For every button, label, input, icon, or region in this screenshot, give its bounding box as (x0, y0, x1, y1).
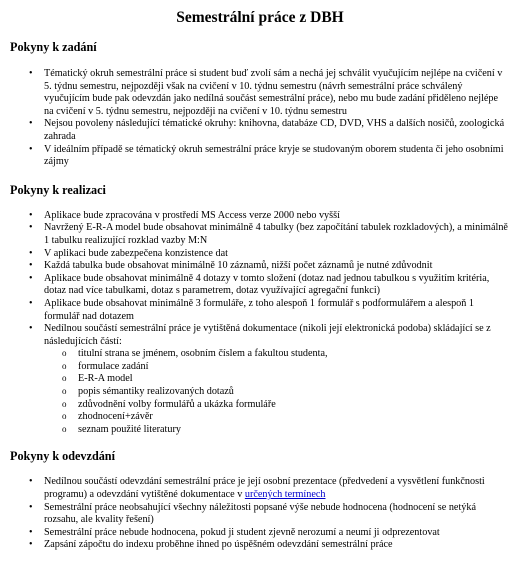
list-item (0, 476, 520, 501)
deadlines-link[interactable]: určených termínech (244, 489, 326, 501)
sub-list-item: o zdůvodnění volby formulářů a ukázka formuláře (44, 399, 508, 412)
list-item-documentation (0, 323, 520, 436)
zadani-list (0, 68, 520, 169)
sub-list-item: o popis sémantiky realizovaných dotazů (44, 386, 508, 399)
list-item: • Semestrální práce nebude hodnocena, pokud ji student zjevně nerozumí a neumí ji odprezentovat (0, 527, 520, 540)
list-item: • Nejsou povoleny následující tématické okruhy: knihovna, databáze CD, DVD, VHS a dalších nosičů, zoologická zahrada (0, 118, 520, 143)
documentation-parts-list (44, 348, 508, 436)
page-title: Semestrální práce z DBH (176, 9, 344, 26)
list-item: • V ideálním případě se tématický okruh semestrální práce kryje se studovaným oborem studenta či jeho osobními zájmy (0, 144, 520, 169)
list-item: • Aplikace bude obsahovat minimálně 3 formuláře, z toho alespoň 1 formulář s podformulářem a alespoň 1 formulář nad dotazem (0, 298, 520, 323)
sub-list-item: o E-R-A model (44, 373, 508, 386)
list-item: • Aplikace bude obsahovat minimálně 4 dotazy v tomto složení (dotaz nad jednou tabulkou s využitím kritéria, dotaz nad více tabulkami, dotaz s parametrem, dotaz využívající agregační funkci) (0, 273, 520, 298)
sub-list-item: o formulace zadání (44, 361, 508, 374)
list-item: • Každá tabulka bude obsahovat minimálně 10 záznamů, nižší počet záznamů je nutné zdůvodnit (0, 260, 520, 273)
sub-list-item: o seznam použité literatury (44, 424, 508, 437)
list-item: • Aplikace bude zpracována v prostředí MS Access verze 2000 nebo vyšší (0, 210, 520, 223)
realizace-list (0, 210, 520, 437)
list-item: • Semestrální práce neobsahující všechny náležitosti popsané výše nebude hodnocena (hodnocení se netýká rozsahu, ale kvality řešení) (0, 502, 520, 527)
section-heading-odevzdani: Pokyny k odevzdání (10, 449, 115, 464)
list-item-text: Nedílnou součástí semestrální práce je vytištěná dokumentace (nikoli její elektronická podoba) skládající se z následujících částí: (44, 323, 491, 347)
section-heading-zadani: Pokyny k zadání (10, 40, 97, 54)
list-item: • V aplikaci bude zabezpečena konzistence dat (0, 248, 520, 261)
list-item-text: Nedílnou součástí odevzdání semestrální práce je její osobní prezentace (předvedení a vysvětlení funkčnosti programu) a odevzdání vytištěné dokumentace v (44, 476, 485, 501)
sub-list-item: o titulní strana se jménem, osobním číslem a fakultou studenta, (44, 348, 508, 361)
odevzdani-list (0, 476, 520, 552)
list-item: • Tématický okruh semestrální práce si student buď zvolí sám a nechá jej schválit vyučujícím nejlépe na cvičení v 5. týdnu semestru, nejpozději však na cvičení v 10. týdnu semestru (návrh semestrální práce schválený vyučujícím bude pak odevzdán jako nedílná součást semestrální práce), nebo mu bude zadání přiděleno nejlépe na cvičení v 5. týdnu semestru, nejpozději na cvičení v 10. týdnu semestru (0, 68, 520, 118)
list-item: • Navržený E-R-A model bude obsahovat minimálně 4 tabulky (bez započítání tabulek rozkladových), a minimálně 1 tabulku realizující rozklad vazby M:N (0, 222, 520, 247)
list-item: • Zapsání zápočtu do indexu proběhne ihned po úspěšném odevzdání semestrální práce (0, 539, 520, 552)
sub-list-item: o zhodnocení+závěr (44, 411, 508, 424)
section-heading-realizace: Pokyny k realizaci (10, 182, 106, 197)
